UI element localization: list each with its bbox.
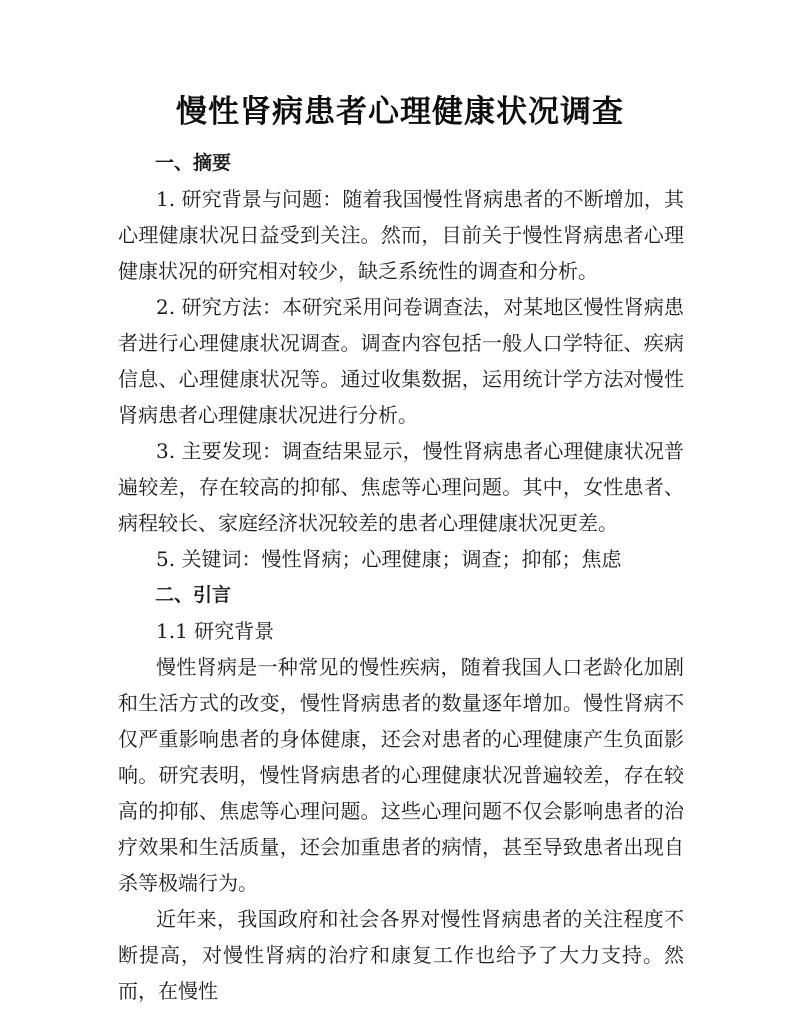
subsection-heading-background: 1.1 研究背景 xyxy=(156,619,275,643)
introduction-paragraph-2: 近年来，我国政府和社会各界对慢性肾病患者的关注程度不断提高，对慢性肾病的治疗和康复工作也给予了大力支持。然而，在慢性 xyxy=(118,907,684,1003)
document-title: 慢性肾病患者心理健康状况调查 xyxy=(176,94,624,130)
abstract-paragraph-background: 1. 研究背景与问题：随着我国慢性肾病患者的不断增加，其心理健康状况日益受到关注。然而，目前关于慢性肾病患者心理健康状况的研究相对较少，缺乏系统性的调查和分析。 xyxy=(118,187,684,283)
document-body xyxy=(118,145,684,1009)
introduction-paragraph-1: 慢性肾病是一种常见的慢性疾病，随着我国人口老龄化加剧和生活方式的改变，慢性肾病患者的数量逐年增加。慢性肾病不仅严重影响患者的身体健康，还会对患者的心理健康产生负面影响。研究表明，慢性肾病患者的心理健康状况普遍较差，存在较高的抑郁、焦虑等心理问题。这些心理问题不仅会影响患者的治疗效果和生活质量，还会加重患者的病情，甚至导致患者出现自杀等极端行为。 xyxy=(118,655,684,895)
abstract-paragraph-method: 2. 研究方法：本研究采用问卷调查法，对某地区慢性肾病患者进行心理健康状况调查。调查内容包括一般人口学特征、疾病信息、心理健康状况等。通过收集数据，运用统计学方法对慢性肾病患者心理健康状况进行分析。 xyxy=(118,295,684,427)
abstract-paragraph-keywords: 5. 关键词：慢性肾病；心理健康；调查；抑郁；焦虑 xyxy=(156,547,622,571)
section-heading-abstract: 一、摘要 xyxy=(155,152,232,174)
abstract-paragraph-findings: 3. 主要发现：调查结果显示，慢性肾病患者心理健康状况普遍较差，存在较高的抑郁、焦虑等心理问题。其中，女性患者、病程较长、家庭经济状况较差的患者心理健康状况更差。 xyxy=(118,439,684,535)
section-heading-introduction: 二、引言 xyxy=(155,584,232,606)
